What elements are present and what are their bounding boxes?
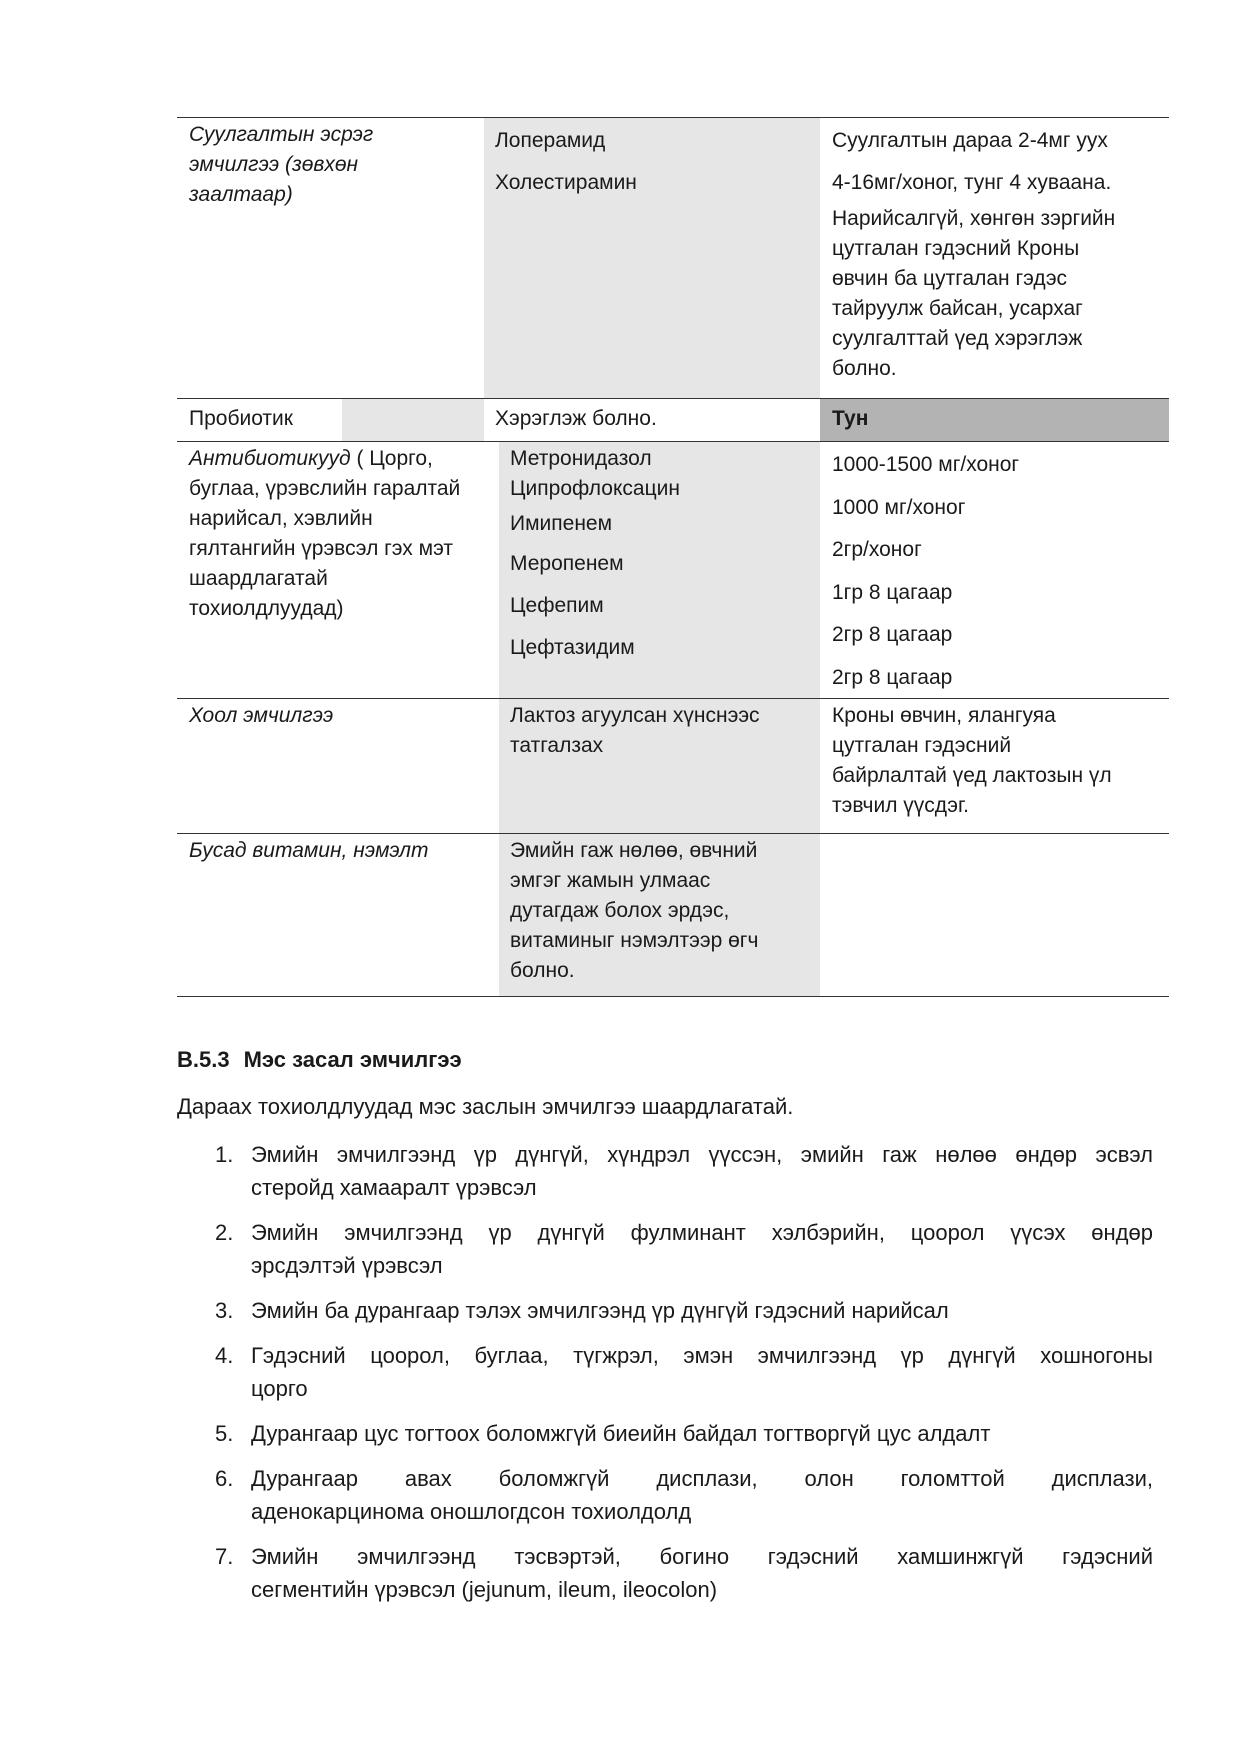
table-cell-header-bg (820, 399, 1169, 441)
list-item: 2. Эмийн эмчилгээнд үр дүнгүй фулминант хэлбэрийн, цоорол үүсэх өндөр эрсдэлтэй үрэвсэл (215, 1220, 1153, 1278)
list-item: 7. Эмийн эмчилгээнд тэсвэртэй, богино гэдэсний хамшинжгүй гэдэсний сегментийн үрэвсэл (jejunum, ileum, ileocolon) (215, 1544, 1153, 1602)
table-cell-drug: Эмийн гаж нөлөө, өвчний эмгэг жамын улмаас дутагдаж болох эрдэс, витаминыг нэмэлтээр өгч болно. (510, 839, 759, 982)
table-cell-drug: Лоперамид Холестирамин (495, 129, 637, 194)
table-cell-category: Бусад витамин, нэмэлт (189, 839, 429, 862)
section-number: B.5.3 (177, 1047, 230, 1072)
list-item: 1. Эмийн эмчилгээнд үр дүнгүй, хүндрэл үүссэн, эмийн гаж нөлөө өндөр эсвэл стеройд хамааралт үрэвсэл (215, 1142, 1153, 1200)
table-cell-category: Хоол эмчилгээ (189, 704, 334, 727)
table-cell-dose-header: Тун (832, 407, 869, 430)
table-cell-dose: Суулгалтын дараа 2-4мг уух 4-16мг/хоног, тунг 4 хуваана. Нарийсалгүй, хөнгөн зэргийн цутгалан гэдэсний Кроны өвчин ба цутгалан гэдэс тайруулж байсан, усархаг суулгалттай үед хэрэглэж болно. (832, 129, 1116, 380)
table-cell-drug: Лактоз агуулсан хүнснээс татгалзах (510, 704, 760, 757)
list-item: 3. Эмийн ба дурангаар тэлэх эмчилгээнд үр дүнгүй гэдэсний нарийсал (215, 1298, 949, 1323)
surgery-indications-list (177, 1138, 1177, 1618)
table-cell-dose: 1000-1500 мг/хоног 1000 мг/хоног 2гр/хоног 1гр 8 цагаар 2гр 8 цагаар 2гр 8 цагаар (832, 453, 1020, 689)
table-cell-dose: Кроны өвчин, ялангуяа цутгалан гэдэсний байрлалтай үед лактозын үл тэвчил үүсдэг. (832, 704, 1112, 817)
list-item: 6. Дурангаар авах боломжгүй дисплази, олон голомттой дисплази, аденокарцинома оношлогдсон тохиолдолд (215, 1466, 1153, 1524)
table-cell-drug: Метронидазол Ципрофлоксацин Имипенем Меропенем Цефепим Цефтазидим (510, 447, 680, 659)
table-row (177, 117, 1169, 398)
list-item: 4. Гэдэсний цоорол, буглаа, түгжрэл, эмэн эмчилгээнд үр дүнгүй хошногоны цорго (215, 1343, 1153, 1401)
table-row (177, 698, 1169, 833)
treatment-table (177, 117, 1169, 997)
table-row (177, 833, 1169, 997)
list-item: 5. Дурангаар цус тогтоох боломжгүй биеийн байдал тогтворгүй цус алдалт (215, 1421, 991, 1446)
table-row (177, 441, 1169, 698)
section-heading (177, 1045, 462, 1075)
table-cell-category: Антибиотикууд ( Цорго, буглаа, үрэвслийн гаралтай нарийсал, хэвлийн гялтангийн үрэвсэл гэх мэт шаардлагатай тохиолдлуудад) (189, 447, 461, 620)
section-intro: Дараах тохиолдлуудад мэс заслын эмчилгээ шаардлагатай. (177, 1094, 794, 1119)
table-cell-category: Пробиотик (189, 407, 293, 430)
section-title: Мэс засал эмчилгээ (243, 1047, 462, 1072)
table-cell-category: Суулгалтын эсрэг эмчилгээ (зөвхөн заалтаар) (189, 123, 374, 206)
table-cell-drug: Хэрэглэж болно. (495, 407, 657, 430)
table-row (177, 398, 1169, 441)
table-cell-bg (342, 399, 484, 441)
